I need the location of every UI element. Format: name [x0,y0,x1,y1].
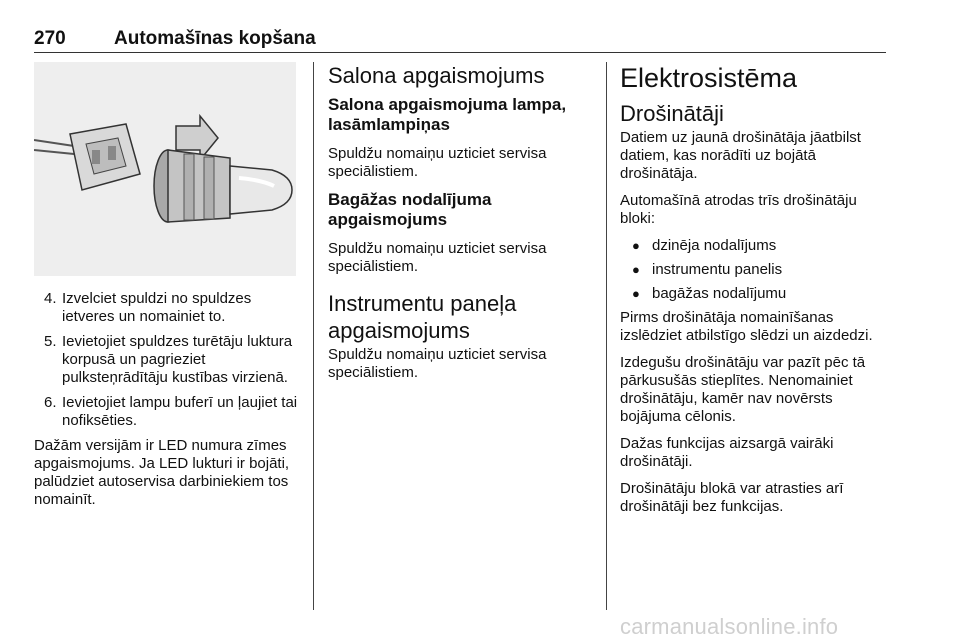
list-item-text: dzinēja nodalījums [652,237,777,254]
list-item-text: instrumentu panelis [652,261,783,278]
paragraph: Spuldžu nomaiņu uzticiet servisa speciālistiem. [328,240,547,275]
paragraph: Izdegušu drošinātāju var pazīt pēc tā pārkusušās stieplītes. Nenomainiet drošinātāju, kamēr nav novērsts bojājuma cēlonis. [620,354,866,425]
column-right [620,62,886,525]
step-item [34,290,300,326]
bullet-icon: ● [632,262,640,277]
subsection-title-luggage-light: Bagāžas nodalījuma apgaismojums [328,190,492,229]
paragraph: Automašīnā atrodas trīs drošinātāju bloki: [620,192,857,227]
step-text: Izvelciet spuldzi no spuldzes ietveres un nomainiet to. [62,290,252,325]
step-list [34,290,300,430]
step-item [34,333,300,387]
paragraph: Dažas funkcijas aizsargā vairāki drošinātāji. [620,435,834,470]
list-item [620,237,886,255]
chapter-title: Automašīnas kopšana [114,28,316,49]
fuse-box-list [620,237,886,303]
column-left [34,62,300,518]
paragraph: Datiem uz jaunā drošinātāja jāatbilst datiem, kas norādīti uz bojātā drošinātāja. [620,129,861,182]
bulb-socket-icon [34,62,296,276]
bulb-socket-illustration [34,62,296,276]
paragraph: Pirms drošinātāja nomainīšanas izslēdziet atbilstīgo slēdzi un aizdedzi. [620,309,873,344]
paragraph: Spuldžu nomaiņu uzticiet servisa speciālistiem. [328,346,547,381]
list-item [620,261,886,279]
column-divider [606,62,607,610]
paragraph: Drošinātāju blokā var atrasties arī drošinātāji bez funkcijas. [620,480,844,515]
section-title-fuses: Drošinātāji [620,101,724,126]
section-title-interior-lighting: Salona apgaismojums [328,63,545,88]
step-number: 5. [44,333,57,350]
page-number: 270 [34,28,66,49]
step-number: 6. [44,394,57,411]
section-title-instrument-lighting: Instrumentu paneļa apgaismojums [328,291,517,343]
step-item [34,394,300,430]
bullet-icon: ● [632,286,640,301]
subsection-title-interior-lamp: Salona apgaismojuma lampa, lasāmlampiņas [328,95,567,134]
led-note: Dažām versijām ir LED numura zīmes apgaismojums. Ja LED lukturi ir bojāti, palūdziet autoservisa darbiniekiem tos nomainīt. [34,437,290,508]
column-divider [313,62,314,610]
page-header [34,28,886,53]
column-middle [328,62,568,391]
bullet-icon: ● [632,238,640,253]
step-number: 4. [44,290,57,307]
step-text: Ievietojiet lampu buferī un ļaujiet tai nofiksēties. [62,394,298,429]
paragraph: Spuldžu nomaiņu uzticiet servisa speciālistiem. [328,145,547,180]
list-item-text: bagāžas nodalījumu [652,285,787,302]
list-item [620,285,886,303]
watermark: carmanualsonline.info [620,614,839,639]
step-text: Ievietojiet spuldzes turētāju luktura korpusā un pagrieziet pulksteņrādītāju kustības virzienā. [62,333,293,386]
chapter-section-title: Elektrosistēma [620,63,798,93]
